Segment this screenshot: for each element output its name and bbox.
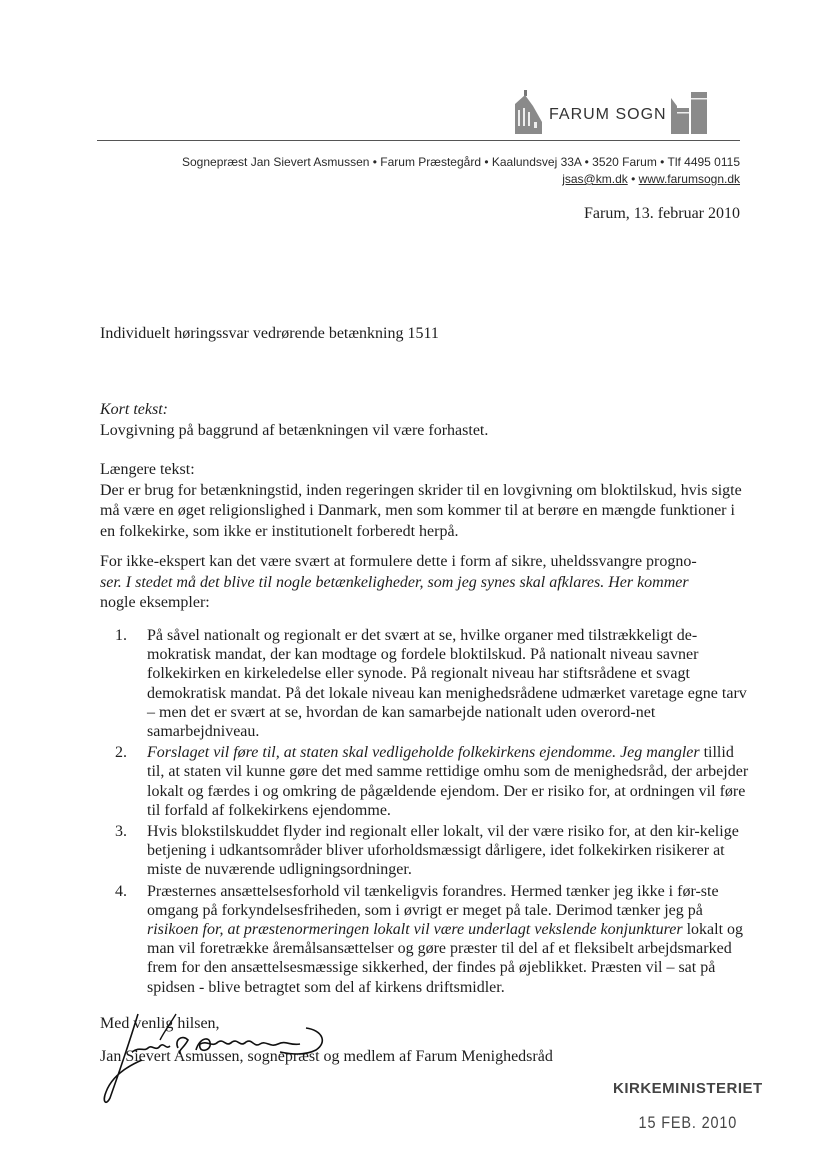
logo-text: FARUM SOGN — [549, 106, 667, 123]
long-label: Længere tekst: — [100, 461, 195, 478]
list-item — [100, 626, 750, 741]
closing: Med venlig hilsen, — [100, 1015, 220, 1032]
stamp-date: 15 FEB. 2010 — [638, 1113, 738, 1132]
item-italic-text: Forslaget vil føre til, at staten skal vedligeholde folkekirkens ejendomme. Jeg mangler — [147, 744, 700, 762]
item-number: 4. — [115, 882, 127, 900]
item-italic-text: risikoen for, at præstenormeringen lokalt vil være underlagt vekslende konjunkturer — [147, 921, 683, 939]
item-text: tillid til, at staten vil kunne gøre det med samme rettidige omhu som de menighedsråd, der arbejder lokalt og færdes i og omkring de pågældende ejendom. Der er risiko for, at ordningen vil føre til forfald af folkekirkens ejendomme. — [147, 744, 749, 819]
long-text: Der er brug for betænkningstid, inden regeringen skrider til en lovgivning om bloktilskud, hvis sigte må være en øget religionslighed i Danmark, men som kommer til at berøre en mængde funktioner i en folkekirke, som ikke er institutionelt forberedt herpå. — [100, 481, 742, 540]
website-link[interactable]: www.farumsogn.dk — [638, 172, 740, 186]
short-label: Kort tekst: — [100, 401, 168, 418]
item-text: lokalt og man vil foretrække åremålsansættelser og gøre præster til del af et fleksibelt arbejdsmarked frem for den ansættelsesmæssige sikkerhed, der findes på øjeblikket. Præsten vil – sat på spidsen - blive betragtet som del af kirkens driftsmidler. — [147, 921, 744, 996]
intro-line: For ikke-ekspert kan det være svært at formulere dette i form af sikre, uheldssvangre progno- — [100, 553, 697, 570]
list-item — [100, 822, 750, 880]
letter-date: Farum, 13. februar 2010 — [584, 205, 740, 222]
long-section — [100, 460, 750, 542]
letter-subject: Individuelt høringssvar vedrørende betænkning 1511 — [100, 325, 439, 342]
item-pre-text: Præsternes ansættelsesforhold vil tænkeligvis forandres. Hermed tænker jeg ikke i før-ste omgang på forkyndelsesfriheden, som i øvrigt er meget på tale. Derimod tænker jeg på — [147, 882, 719, 919]
buildings-icon — [671, 90, 707, 134]
intro-paragraph — [100, 552, 750, 614]
received-stamp — [613, 1080, 763, 1133]
stamp-organization: KIRKEMINISTERIET — [613, 1080, 763, 1097]
item-text: På såvel nationalt og regionalt er det svært at se, hvilke organer med tilstrækkeligt de-mokratisk mandat, der kan modtage og fordele bloktilskud. På nationalt niveau savner folkekirken en kirkeledelse eller synode. På regionalt niveau har stiftsrådene et svagt demokratisk mandat. På det lokale niveau kan menighedsrådene udmærket varetage egne tarv – men det er svært at se, hvordan de kan samarbejde nationalt uden overord-net samarbejdniveau. — [147, 627, 747, 741]
list-item — [100, 743, 750, 820]
letterhead-separator: • — [627, 172, 639, 186]
short-section — [100, 400, 750, 441]
letterhead — [182, 154, 740, 188]
intro-italic-line: ser. I stedet må det blive til nogle betænkeligheder, som jeg synes skal afklares. Her kommer — [100, 573, 689, 591]
item-text: Hvis blokstilskuddet flyder ind regionalt eller lokalt, vil der være risiko for, at den kir-kelige betjening i udkantsområder bliver uforholdsmæssigt dårligere, idet folkekirken risikerer at miste de nuværende udligningsordninger. — [147, 823, 739, 879]
church-icon — [513, 90, 543, 134]
concerns-list — [100, 626, 750, 997]
letterhead-address: Sognepræst Jan Sievert Asmussen • Farum Præstegård • Kaalundsvej 33A • 3520 Farum • Tlf 4495 0115 — [182, 155, 740, 169]
list-item — [100, 882, 750, 997]
farum-sogn-logo — [513, 88, 707, 134]
item-number: 2. — [115, 744, 127, 762]
short-text: Lovgivning på baggrund af betænkningen vil være forhastet. — [100, 421, 489, 439]
intro-end: nogle eksempler: — [100, 594, 210, 611]
email-link[interactable]: jsas@km.dk — [562, 172, 628, 186]
item-number: 3. — [115, 823, 127, 841]
header-rule — [97, 140, 740, 141]
item-number: 1. — [115, 627, 127, 644]
signatory: Jan Sievert Asmussen, sognepræst og medlem af Farum Menighedsråd — [100, 1048, 553, 1065]
handwritten-signature — [100, 1010, 340, 1110]
